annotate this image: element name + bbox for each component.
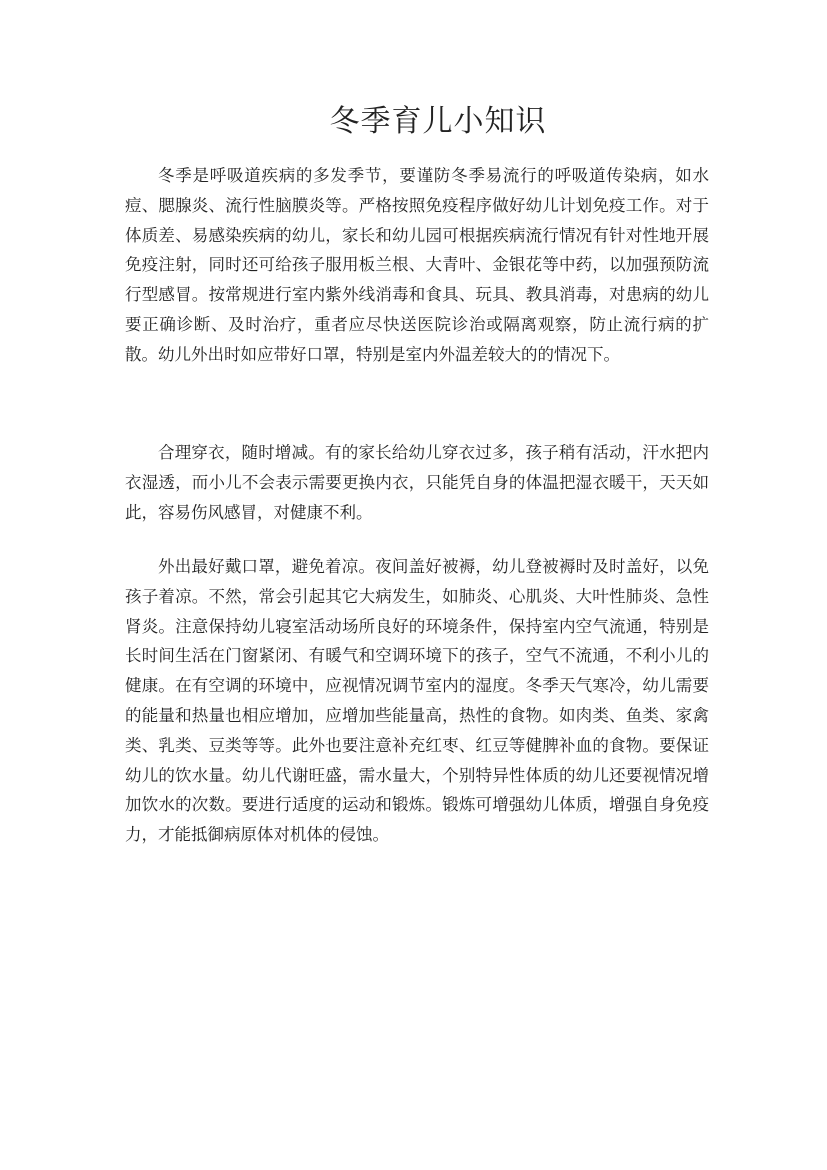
paragraph-dressing: 合理穿衣，随时增减。有的家长给幼儿穿衣过多，孩子稍有活动，汗水把内衣湿透，而小儿不会表示需要更换内衣，只能凭自身的体温把湿衣暖干，天天如此，容易伤风感冒，对健康不利。	[125, 443, 709, 522]
paragraph-respiratory-disease: 冬季是呼吸道疾病的多发季节，要谨防冬季易流行的呼吸道传染病，如水痘、腮腺炎、流行性脑膜炎等。严格按照免疫程序做好幼儿计划免疫工作。对于体质差、易感染疾病的幼儿，家长和幼儿园可根据疾病流行情况有针对性地开展免疫注射，同时还可给孩子服用板兰根、大青叶、金银花等中药，以加强预防流行型感冒。按常规进行室内紫外线消毒和食具、玩具、教具消毒，对患病的幼儿要正确诊断、及时治疗，重者应尽快送医院诊治或隔离观察，防止流行病的扩散。幼儿外出时如应带好口罩，特别是室内外温差较大的的情况下。	[125, 166, 709, 364]
document-title: 冬季育儿小知识	[329, 104, 547, 139]
paragraph-outdoor-and-diet: 外出最好戴口罩，避免着凉。夜间盖好被褥，幼儿登被褥时及时盖好，以免孩子着凉。不然，常会引起其它大病发生，如肺炎、心肌炎、大叶性肺炎、急性肾炎。注意保持幼儿寝室活动场所良好的环境条件，保持室内空气流通，特别是长时间生活在门窗紧闭、有暖气和空调环境下的孩子，空气不流通，不利小儿的健康。在有空调的环境中，应视情况调节室内的湿度。冬季天气寒冷，幼儿需要的能量和热量也相应增加，应增加些能量高，热性的食物。如肉类、鱼类、家禽类、乳类、豆类等等。此外也要注意补充红枣、红豆等健脾补血的食物。要保证幼儿的饮水量。幼儿代谢旺盛，需水量大，个别特异性体质的幼儿还要视情况增加饮水的次数。要进行适度的运动和锻炼。锻炼可增强幼儿体质，增强自身免疫力，才能抵御病原体对机体的侵蚀。	[125, 557, 709, 845]
